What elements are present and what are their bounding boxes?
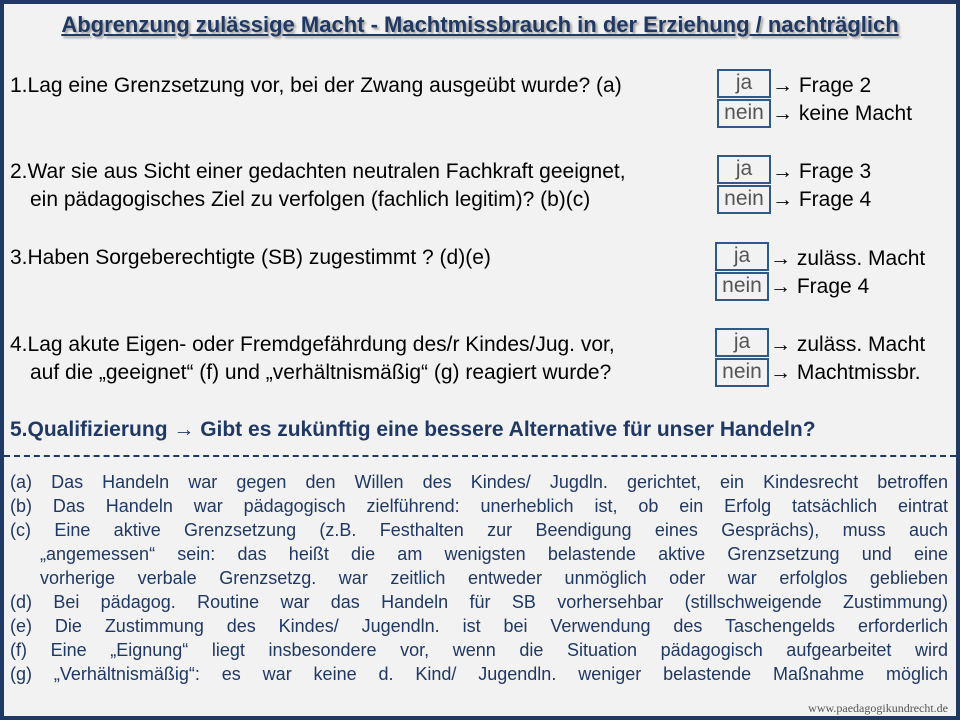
footnotes	[10, 470, 948, 686]
footnote-g: (g) „Verhältnismäßig“: es war keine d. Kind/ Jugendln. weniger belastende Maßnahme möglich	[10, 664, 948, 684]
question-5: 5.Qualifizierung → Gibt es zukünftig eine bessere Alternative für unser Handeln?	[10, 418, 816, 441]
question-3: 3.Haben Sorgeberechtigte (SB) zugestimmt ? (d)(e)	[10, 246, 491, 269]
question-2-line-2: ein pädagogisches Ziel zu verfolgen (fachlich legitim)? (b)(c)	[30, 188, 591, 211]
page-title: Abgrenzung zulässige Macht - Machtmissbrauch in der Erziehung / nachträglich	[61, 12, 899, 37]
footnote-e: (e) Die Zustimmung des Kindes/ Jugendln. ist bei Verwendung des Taschengelds erforderlich	[10, 616, 948, 636]
slide	[4, 4, 956, 716]
question-1-ja-result: → Frage 2	[772, 74, 872, 97]
question-4-line-2: auf die „geeignet“ (f) und „verhältnismäßig“ (g) reagiert wurde?	[30, 361, 612, 384]
question-2-nein-box: nein	[717, 185, 771, 214]
question-2-ja-box: ja	[717, 155, 771, 184]
footnote-f: (f) Eine „Eignung“ liegt insbesondere vor, wenn die Situation pädagogisch aufgearbeitet wird	[10, 640, 948, 660]
footnote-d: (d) Bei pädagog. Routine war das Handeln für SB vorhersehbar (stillschweigende Zustimmung)	[10, 592, 948, 612]
footnote-b: (b) Das Handeln war pädagogisch zielführend: unerheblich ist, ob ein Erfolg tatsächlich eintrat	[10, 496, 948, 516]
question-4-ja-box: ja	[715, 328, 769, 357]
question-4-nein-result: → Machtmissbr.	[770, 361, 921, 384]
question-1-nein-box: nein	[717, 99, 771, 128]
question-4-line-1: 4.Lag akute Eigen- oder Fremdgefährdung des/r Kindes/Jug. vor,	[10, 333, 615, 356]
question-1-ja-box: ja	[717, 69, 771, 98]
footnote-a: (a) Das Handeln war gegen den Willen des Kindes/ Jugdln. gerichtet, ein Kindesrecht betroffen	[10, 472, 948, 492]
question-3-nein-result: → Frage 4	[770, 275, 870, 298]
question-2-ja-result: → Frage 3	[772, 160, 872, 183]
question-4-ja-result: → zuläss. Macht	[770, 333, 926, 356]
footnote-c: (c) Eine aktive Grenzsetzung (z.B. Festhalten zur Beendigung eines Gesprächs), muss auch	[10, 520, 948, 540]
question-2-line-1: 2.War sie aus Sicht einer gedachten neutralen Fachkraft geeignet,	[10, 160, 626, 183]
question-1-nein-result: → keine Macht	[772, 102, 913, 125]
footnote-c-continued: „angemessen“ sein: das heißt die am wenigsten belastende aktive Grenzsetzung und eine	[40, 544, 948, 564]
dashed-divider	[4, 455, 956, 457]
question-4-nein-box: nein	[715, 358, 769, 387]
question-1: 1.Lag eine Grenzsetzung vor, bei der Zwang ausgeübt wurde? (a)	[10, 74, 622, 97]
question-3-nein-box: nein	[715, 272, 769, 301]
question-2-nein-result: → Frage 4	[772, 188, 872, 211]
website-footer: www.paedagogikundrecht.de	[808, 701, 948, 715]
question-3-ja-box: ja	[715, 242, 769, 271]
question-3-ja-result: → zuläss. Macht	[770, 247, 926, 270]
footnote-c-continued: vorherige verbale Grenzsetzg. war zeitlich entweder unmöglich oder war erfolglos geblieben	[40, 568, 948, 588]
